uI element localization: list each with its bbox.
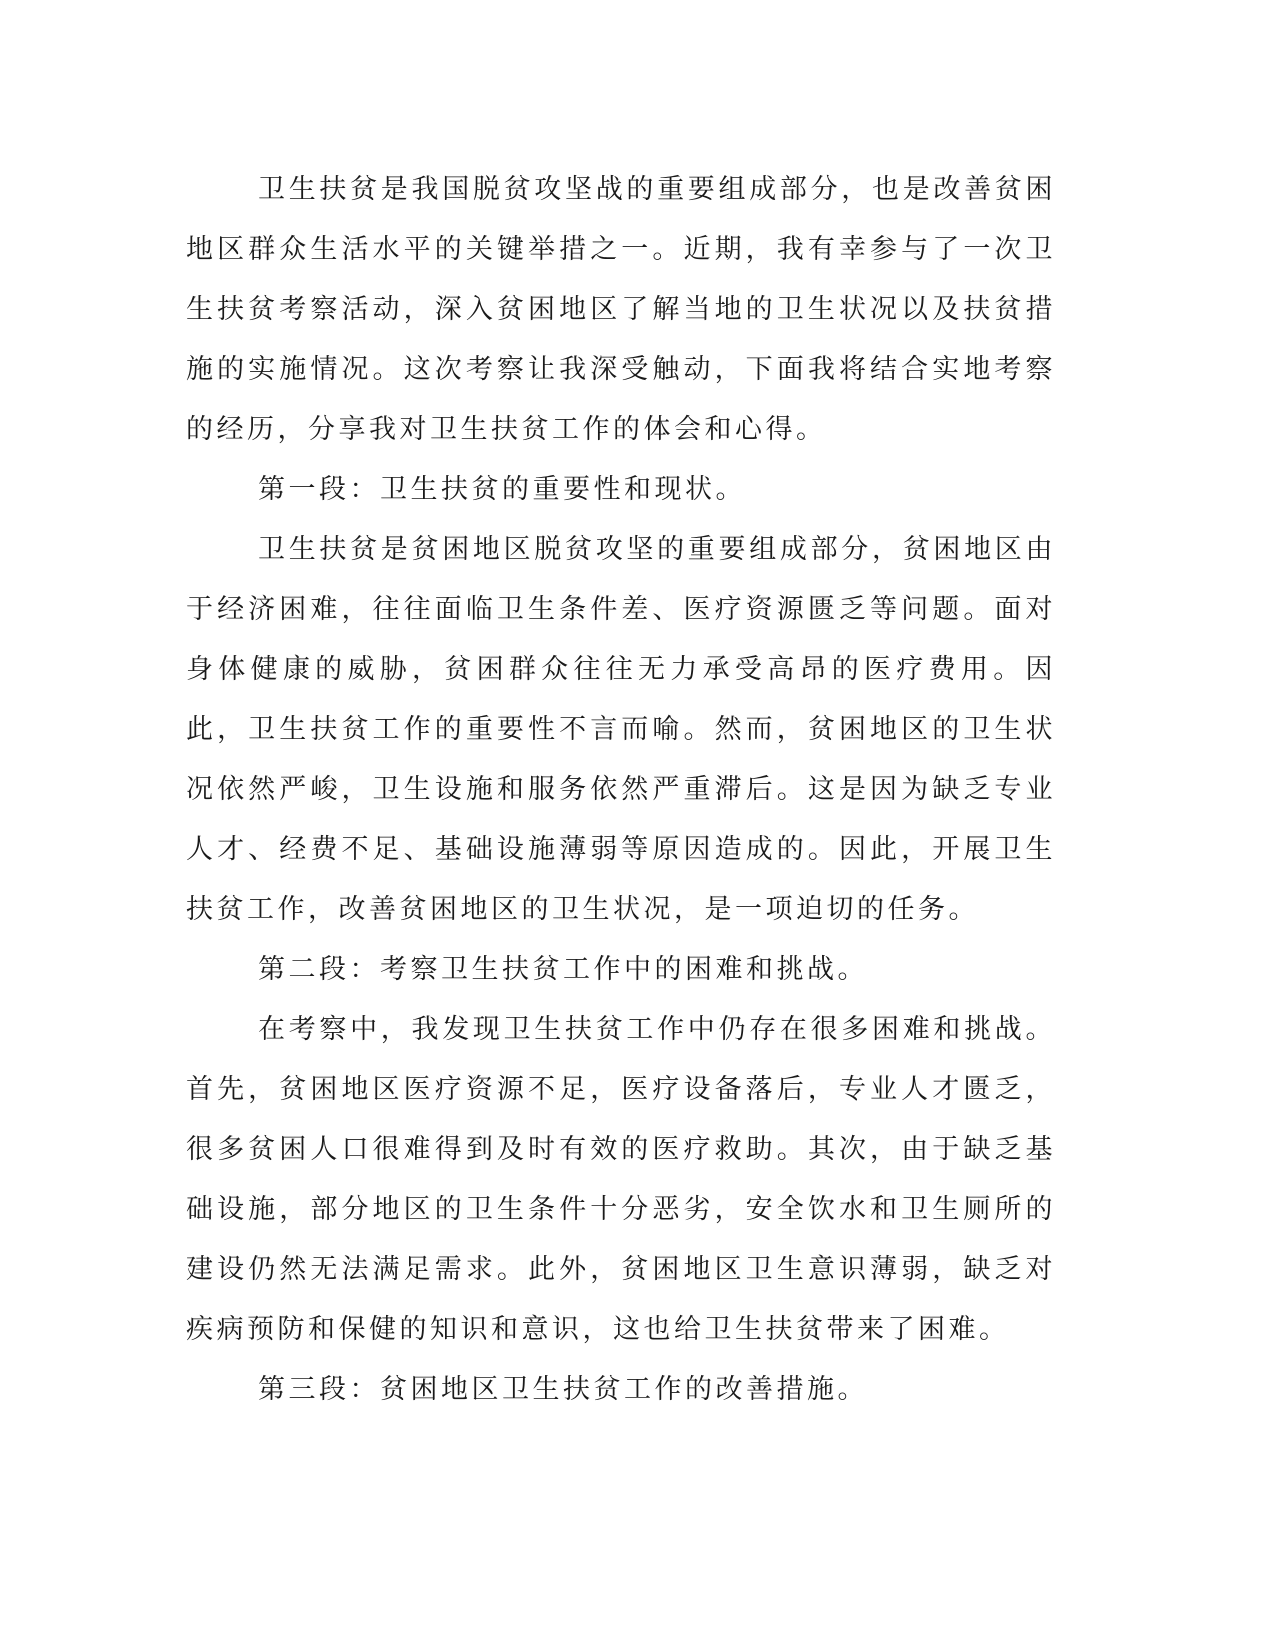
section-heading-1: 第一段：卫生扶贫的重要性和现状。 (258, 474, 746, 505)
section-1-paragraph: 卫生扶贫是贫困地区脱贫攻坚的重要组成部分，贫困地区由于经济困难，往往面临卫生条件差、医疗资源匮乏等问题。面对身体健康的威胁，贫困群众往往无力承受高昂的医疗费用。因此，卫生扶贫工作的重要性不言而喻。然而，贫困地区的卫生状况依然严峻，卫生设施和服务依然严重滞后。这是因为缺乏专业人才、经费不足、基础设施薄弱等原因造成的。因此，开展卫生扶贫工作，改善贫困地区的卫生状况，是一项迫切的任务。 (186, 534, 1056, 925)
section-2-paragraph: 在考察中，我发现卫生扶贫工作中仍存在很多困难和挑战。首先，贫困地区医疗资源不足，医疗设备落后，专业人才匮乏，很多贫困人口很难得到及时有效的医疗救助。其次，由于缺乏基础设施，部分地区的卫生条件十分恶劣，安全饮水和卫生厕所的建设仍然无法满足需求。此外，贫困地区卫生意识薄弱，缺乏对疾病预防和保健的知识和意识，这也给卫生扶贫带来了困难。 (186, 1014, 1056, 1345)
document-body (186, 160, 1056, 1420)
section-heading-2: 第二段：考察卫生扶贫工作中的困难和挑战。 (258, 954, 868, 985)
intro-paragraph: 卫生扶贫是我国脱贫攻坚战的重要组成部分，也是改善贫困地区群众生活水平的关键举措之一。近期，我有幸参与了一次卫生扶贫考察活动，深入贫困地区了解当地的卫生状况以及扶贫措施的实施情况。这次考察让我深受触动，下面我将结合实地考察的经历，分享我对卫生扶贫工作的体会和心得。 (186, 174, 1056, 445)
section-heading-3: 第三段：贫困地区卫生扶贫工作的改善措施。 (258, 1374, 868, 1405)
